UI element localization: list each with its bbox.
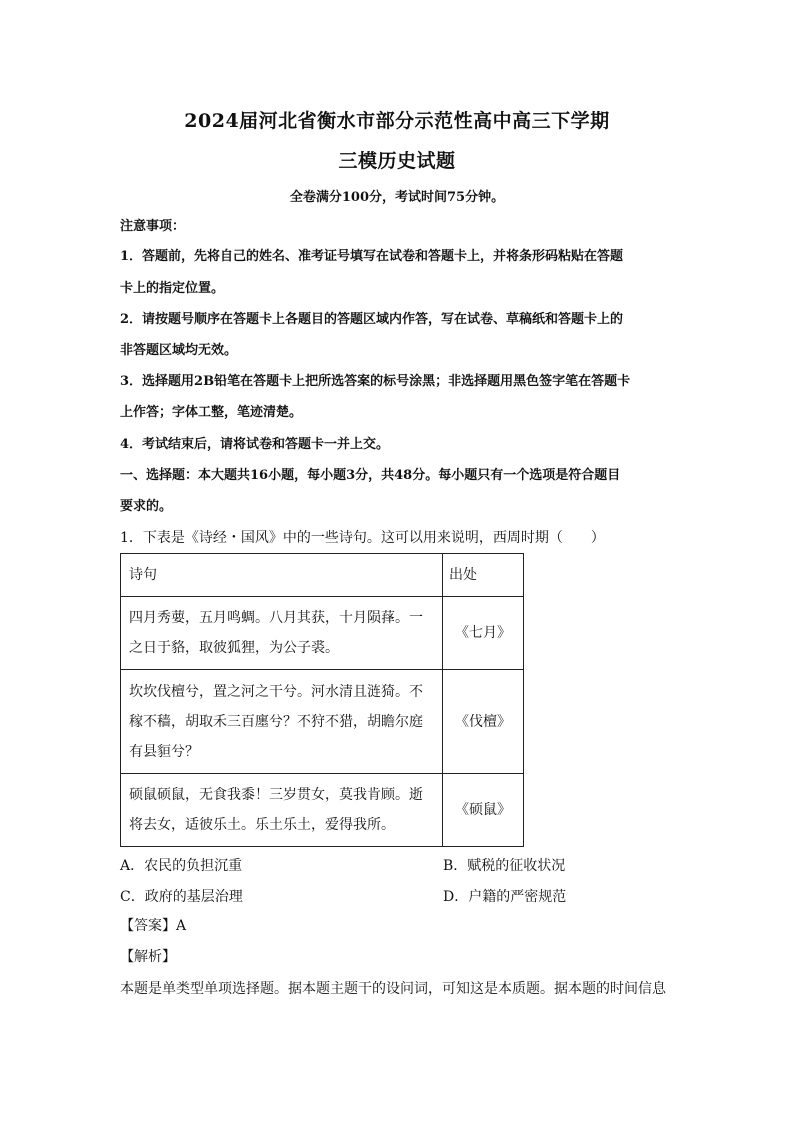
notice-line: 卡上的指定位置。	[120, 281, 225, 296]
source-cell: 《伐檀》	[443, 670, 524, 774]
poem-line: 稼不穑，胡取禾三百廛兮？不狩不猎，胡瞻尔庭	[129, 713, 423, 730]
exam-title-line2: 三模历史试题	[338, 150, 456, 172]
option-c[interactable]: C．政府的基层治理	[120, 889, 243, 905]
section-heading-line1: 一、选择题：本大题共16小题，每小题3分，共48分。每小题只有一个选项是符合题目	[120, 468, 621, 483]
poem-cell	[121, 774, 443, 847]
poem-table	[120, 553, 524, 847]
analysis-text: 本题是单类型单项选择题。据本题主题干的设问词，可知这是本质题。据本题的时间信息	[120, 981, 666, 997]
analysis-heading: 【解析】	[120, 949, 176, 965]
source-cell: 《七月》	[443, 597, 524, 670]
poem-line: 有县貆兮？	[129, 743, 199, 760]
notice-line: 非答题区域均无效。	[120, 343, 238, 358]
question-stem: 1．下表是《诗经・国风》中的一些诗句。这可以用来说明，西周时期（ ）	[120, 530, 605, 546]
poem-cell	[121, 670, 443, 774]
table-row	[121, 670, 524, 774]
section-heading-line2: 要求的。	[120, 499, 173, 514]
option-d[interactable]: D．户籍的严密规范	[443, 889, 567, 905]
poem-line: 硕鼠硕鼠，无食我黍！三岁贯女，莫我肯顾。逝	[129, 787, 423, 803]
poem-line: 四月秀葽，五月鸣蜩。八月其获，十月陨萚。一	[129, 610, 423, 626]
notice-heading: 注意事项：	[120, 219, 186, 234]
exam-title-line1: 2024届河北省衡水市部分示范性高中高三下学期	[184, 110, 610, 132]
notice-line: 上作答；字体工整，笔迹清楚。	[120, 405, 303, 420]
option-a[interactable]: A．农民的负担沉重	[120, 858, 243, 874]
exam-info: 全卷满分100分，考试时间75分钟。	[289, 190, 505, 205]
notice-line: 1．答题前，先将自己的姓名、准考证号填写在试卷和答题卡上，并将条形码粘贴在答题	[120, 249, 624, 264]
answer-line: 【答案】A	[120, 918, 187, 934]
poem-line: 坎坎伐檀兮，置之河之干兮。河水清且涟猗。不	[129, 683, 423, 700]
notice-line: 2．请按题号顺序在答题卡上各题目的答题区域内作答，写在试卷、草稿纸和答题卡上的	[120, 312, 624, 327]
source-cell: 《硕鼠》	[443, 774, 524, 847]
header-poem: 诗句	[121, 554, 443, 597]
header-source: 出处	[443, 554, 524, 597]
option-b[interactable]: B．赋税的征收状况	[443, 858, 566, 874]
poem-cell	[121, 597, 443, 670]
poem-line: 之日于貉，取彼狐狸，为公子裘。	[129, 640, 339, 656]
table-row	[121, 597, 524, 670]
poem-line: 将去女，适彼乐土。乐土乐土，爱得我所。	[129, 817, 395, 833]
notice-line: 3．选择题用2B铅笔在答题卡上把所选答案的标号涂黑；非选择题用黑色签字笔在答题卡	[120, 374, 631, 389]
table-row	[121, 774, 524, 847]
table-header-row	[121, 554, 524, 597]
notice-line: 4．考试结束后，请将试卷和答题卡一并上交。	[120, 437, 390, 452]
